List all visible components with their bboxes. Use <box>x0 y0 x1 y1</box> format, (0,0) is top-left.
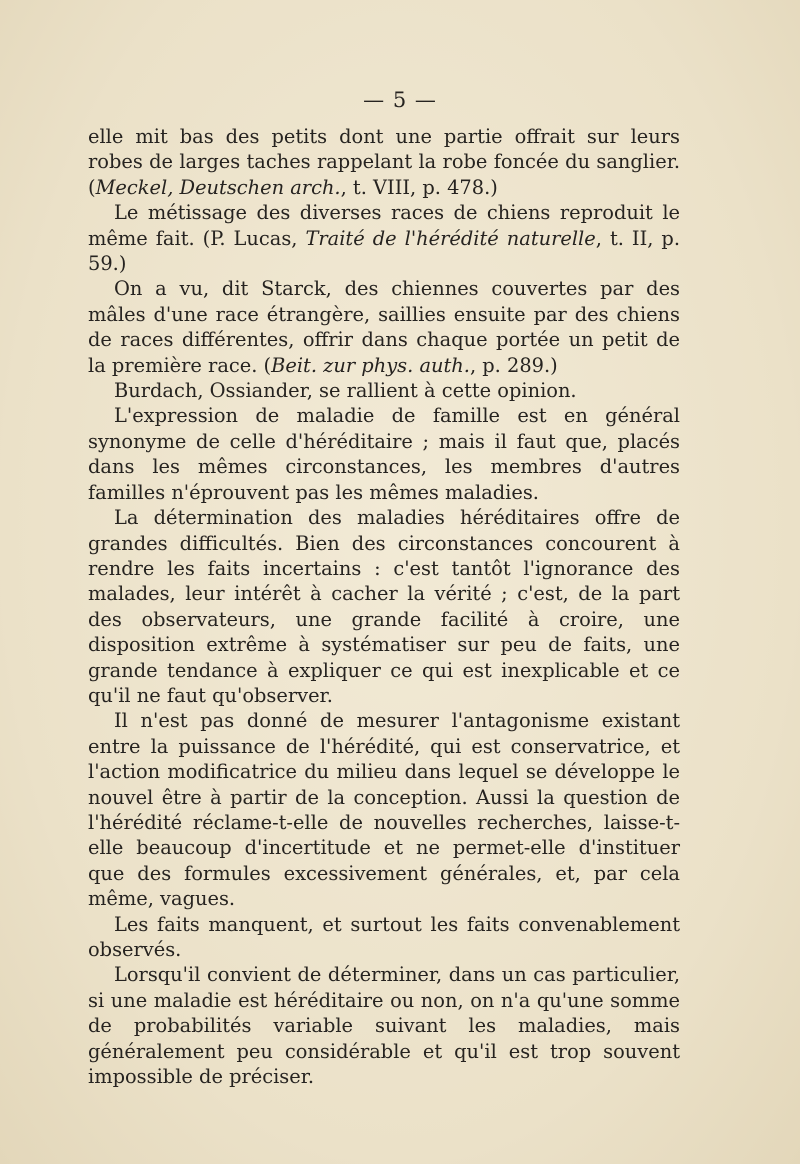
paragraph-expression <box>88 403 680 505</box>
text-run: On a vu, dit Starck, des chiennes couvertes par des mâles d'une race étrangère, saillies ensuite par des chiens de races différentes, offrir dans chaque portée un petit de la première race. ( <box>88 277 680 377</box>
text-run: Il n'est pas donné de mesurer l'antagonisme existant entre la puissance de l'hérédité, qui est conservatrice, et l'action modificatrice du milieu dans lequel se développe le nouvel être à partir de la conception. Aussi la question de l'hérédité réclame-t-elle de nouvelles recherches, laisse-t-elle beaucoup d'incertitude et ne permet-elle d'instituer que des formules excessivement générales, et, par cela même, vagues. <box>88 709 680 911</box>
text-run: , p. 289.) <box>469 353 558 377</box>
text-run: Burdach, Ossiander, se rallient à cette opinion. <box>114 379 577 403</box>
citation-title: Meckel, Deutschen arch. <box>95 175 341 199</box>
citation-title: Traité de l'hérédité naturelle <box>305 226 596 250</box>
citation-title: Beit. zur phys. auth. <box>271 353 470 377</box>
text-run: Le métissage des diverses races de chiens reproduit le même fait. (P. Lucas, <box>88 201 680 250</box>
text-run: La détermination des maladies héréditaires offre de grandes difficultés. Bien des circonstances concourent à rendre les faits incertains : c'est tantôt l'ignorance des malades, leur intérêt à cacher la vérité ; c'est, de la part des observateurs, une grande facilité à croire, une disposition extrême à systématiser sur peu de faits, une grande tendance à expliquer ce qui est inexplicable et ce qu'il ne faut qu'observer. <box>88 506 680 707</box>
paragraph-metissage <box>88 200 680 276</box>
text-run: elle mit bas des petits dont une partie offrait sur leurs robes de larges taches rappelant la robe foncée du sanglier. ( <box>88 125 680 199</box>
text-run: Les faits manquent, et surtout les faits convenablement observés. <box>88 912 680 961</box>
paragraph-starck <box>88 276 680 378</box>
text-run: , t. II, p. 59.) <box>88 226 681 276</box>
paragraph-burdach <box>88 378 680 403</box>
text-run: , t. VIII, p. 478.) <box>340 175 498 199</box>
text-run: L'expression de maladie de famille est en général synonyme de celle d'héréditaire ; mais il faut que, placés dans les mêmes circonstances, les membres d'autres familles n'éprouvent pas les mêmes maladies. <box>88 404 680 504</box>
paragraph-faits <box>88 912 680 963</box>
paragraph-lorsqu <box>88 962 680 1089</box>
paragraph-determination <box>88 505 680 708</box>
page-number: — 5 — <box>363 88 437 112</box>
body-text <box>88 124 680 1089</box>
paragraph-antagonisme <box>88 708 680 911</box>
paragraph-continuation <box>88 124 680 200</box>
text-run: Lorsqu'il convient de déterminer, dans un cas particulier, si une maladie est héréditaire ou non, on n'a qu'une somme de probabilités variable suivant les maladies, mais généralement peu considérable et qu'il est trop souvent impossible de préciser. <box>88 963 680 1089</box>
